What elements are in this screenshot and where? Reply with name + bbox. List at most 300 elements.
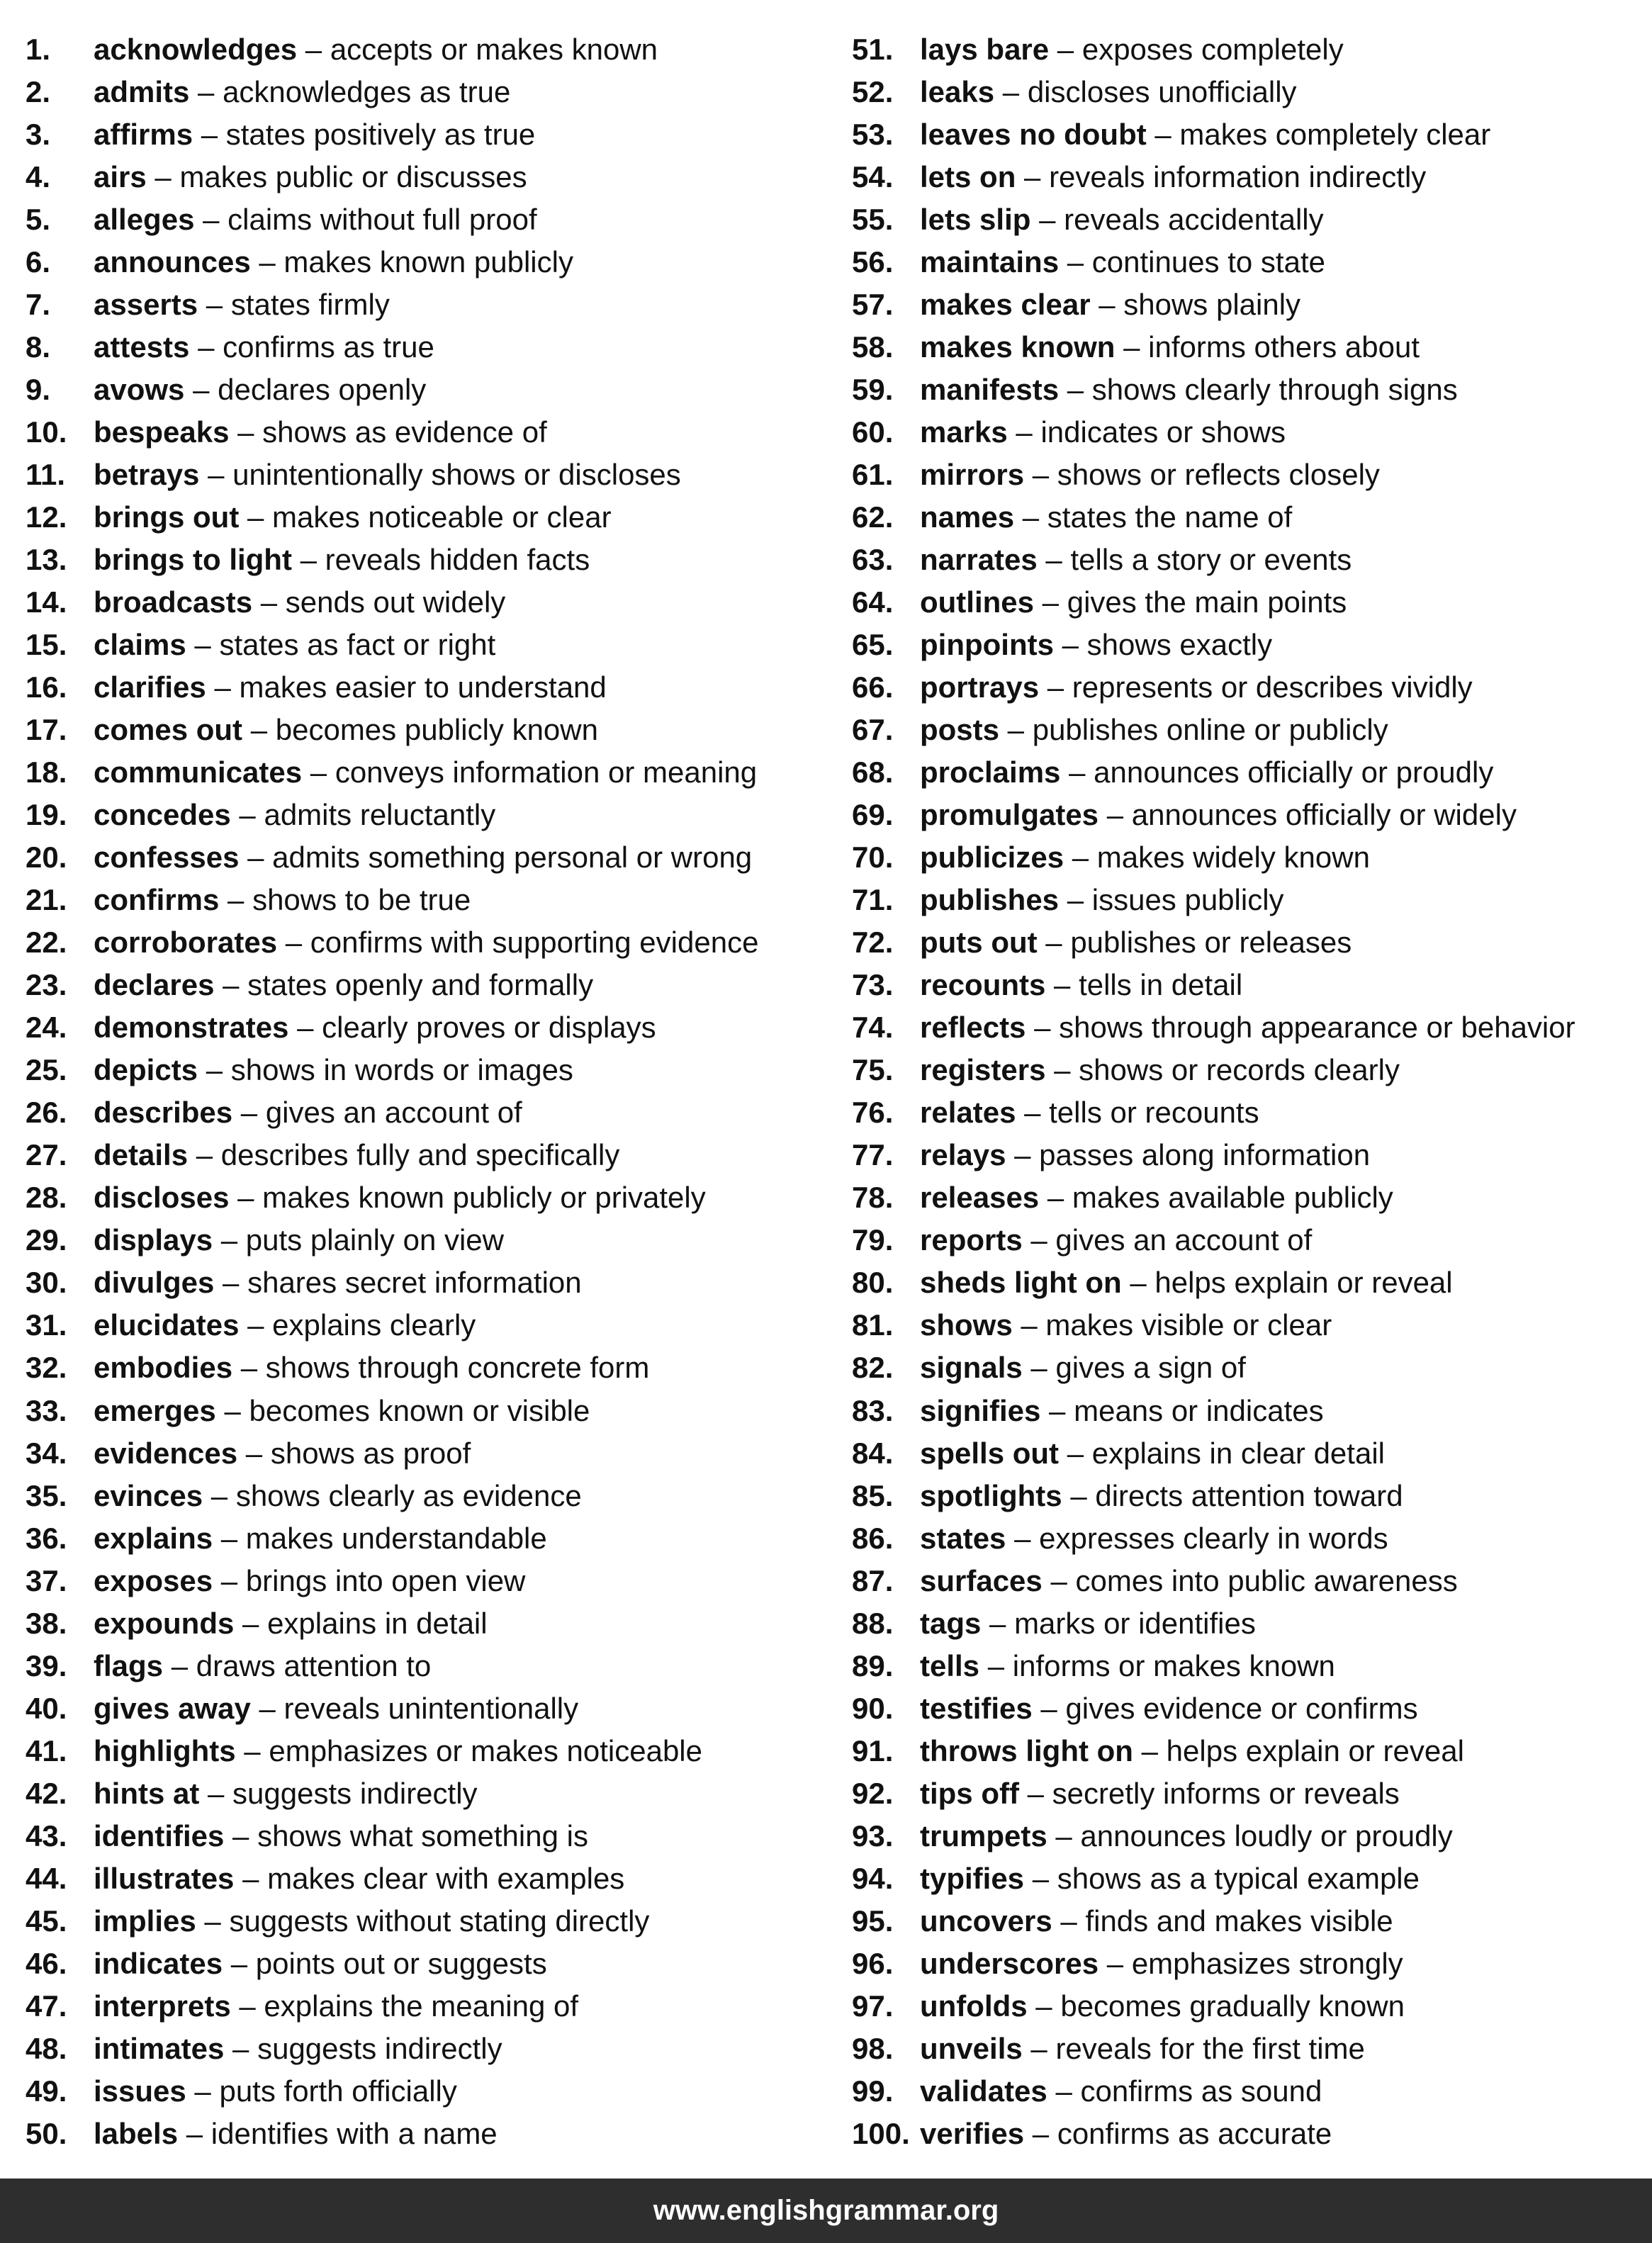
item-separator: – xyxy=(1098,1946,1132,1980)
list-item xyxy=(26,836,826,879)
item-number: 47. xyxy=(26,1989,67,2023)
item-number: 16. xyxy=(26,670,67,704)
list-item xyxy=(26,964,826,1006)
item-number: 10. xyxy=(26,415,67,449)
item-separator: – xyxy=(1032,1691,1066,1725)
item-definition: passes along information xyxy=(1039,1138,1371,1172)
item-definition: makes public or discusses xyxy=(179,160,527,194)
item-definition: states positively as true xyxy=(225,118,536,152)
item-term: confesses xyxy=(94,841,240,875)
item-definition: directs attention toward xyxy=(1095,1478,1403,1512)
item-number: 100. xyxy=(852,2116,910,2150)
item-term: manifests xyxy=(920,373,1060,407)
list-item xyxy=(852,1390,1652,1432)
item-definition: helps explain or reveal xyxy=(1166,1733,1464,1767)
list-item xyxy=(26,1645,826,1687)
item-term: releases xyxy=(920,1181,1040,1215)
item-separator: – xyxy=(1049,33,1082,66)
item-separator: – xyxy=(1024,2116,1057,2150)
item-separator: – xyxy=(1026,1011,1060,1045)
item-definition: announces loudly or proudly xyxy=(1080,1818,1453,1853)
item-definition: makes known publicly xyxy=(283,245,573,279)
item-separator: – xyxy=(239,841,273,875)
item-separator: – xyxy=(1030,203,1064,237)
list-item xyxy=(26,624,826,666)
item-term: explains xyxy=(94,1521,213,1555)
item-definition: sends out widely xyxy=(285,585,506,619)
item-separator: – xyxy=(1045,968,1079,1002)
item-definition: shares secret information xyxy=(247,1266,582,1300)
item-separator: – xyxy=(206,670,240,704)
list-item xyxy=(26,539,826,581)
item-term: attests xyxy=(94,330,190,364)
item-separator: – xyxy=(1115,330,1149,364)
item-term: describes xyxy=(94,1096,233,1130)
item-definition: explains the meaning of xyxy=(264,1989,579,2023)
item-separator: – xyxy=(224,1818,258,1853)
list-item xyxy=(852,1347,1652,1389)
list-item xyxy=(26,879,826,921)
item-number: 51. xyxy=(852,33,894,66)
item-term: surfaces xyxy=(920,1563,1043,1597)
item-term: unveils xyxy=(920,2031,1023,2065)
list-item xyxy=(852,241,1652,283)
item-separator: – xyxy=(1047,1818,1081,1853)
item-term: registers xyxy=(920,1053,1046,1087)
item-number: 14. xyxy=(26,585,67,619)
item-separator: – xyxy=(199,458,233,492)
item-definition: becomes publicly known xyxy=(275,713,598,747)
item-term: signifies xyxy=(920,1393,1041,1427)
item-number: 77. xyxy=(852,1138,894,1172)
item-number: 42. xyxy=(26,1776,67,1810)
item-term: alleges xyxy=(94,203,195,237)
item-definition: confirms as accurate xyxy=(1057,2116,1332,2150)
item-definition: states the name of xyxy=(1047,500,1293,534)
list-item xyxy=(852,411,1652,454)
item-term: unfolds xyxy=(920,1989,1028,2023)
list-item xyxy=(26,2070,826,2113)
item-term: brings out xyxy=(94,500,240,534)
list-item xyxy=(852,1687,1652,1730)
item-number: 31. xyxy=(26,1308,67,1342)
item-number: 33. xyxy=(26,1393,67,1427)
item-number: 5. xyxy=(26,203,51,237)
item-separator: – xyxy=(1027,1989,1061,2023)
item-term: flags xyxy=(94,1648,164,1682)
item-number: 73. xyxy=(852,968,894,1002)
list-item xyxy=(852,709,1652,751)
list-item xyxy=(26,1900,826,1943)
item-separator: – xyxy=(213,1563,246,1597)
item-term: proclaims xyxy=(920,755,1061,789)
item-definition: indicates or shows xyxy=(1040,415,1286,449)
item-definition: suggests without stating directly xyxy=(229,1904,650,1938)
item-definition: shows as a typical example xyxy=(1057,1861,1420,1895)
item-term: tags xyxy=(920,1606,982,1640)
item-term: tells xyxy=(920,1648,980,1682)
item-number: 3. xyxy=(26,118,51,152)
item-separator: – xyxy=(213,1223,246,1257)
item-definition: comes into public awareness xyxy=(1075,1563,1458,1597)
item-term: recounts xyxy=(920,968,1046,1002)
item-number: 15. xyxy=(26,628,67,662)
item-number: 87. xyxy=(852,1563,894,1597)
item-separator: – xyxy=(198,1053,231,1087)
item-separator: – xyxy=(1037,926,1071,960)
item-definition: reveals accidentally xyxy=(1064,203,1324,237)
list-item xyxy=(852,1943,1652,1985)
list-item xyxy=(852,1645,1652,1687)
item-number: 18. xyxy=(26,755,67,789)
item-separator: – xyxy=(199,1776,233,1810)
list-item xyxy=(26,1134,826,1176)
list-item xyxy=(852,921,1652,964)
item-number: 66. xyxy=(852,670,894,704)
item-definition: conveys information or meaning xyxy=(335,755,758,789)
item-separator: – xyxy=(979,1648,1013,1682)
item-number: 54. xyxy=(852,160,894,194)
list-item xyxy=(26,1687,826,1730)
item-definition: identifies with a name xyxy=(210,2116,498,2150)
item-number: 41. xyxy=(26,1733,67,1767)
item-term: states xyxy=(920,1521,1006,1555)
item-term: communicates xyxy=(94,755,303,789)
list-item xyxy=(26,241,826,283)
item-term: names xyxy=(920,500,1015,534)
item-term: emerges xyxy=(94,1393,216,1427)
list-item xyxy=(26,1006,826,1049)
item-number: 92. xyxy=(852,1776,894,1810)
item-term: lays bare xyxy=(920,33,1050,66)
item-term: illustrates xyxy=(94,1861,235,1895)
item-separator: – xyxy=(302,755,335,789)
list-item xyxy=(852,1900,1652,1943)
list-item xyxy=(852,1517,1652,1560)
item-definition: tells a story or events xyxy=(1070,543,1352,577)
item-number: 4. xyxy=(26,160,51,194)
item-definition: secretly informs or reveals xyxy=(1052,1776,1400,1810)
item-separator: – xyxy=(223,1946,256,1980)
item-number: 55. xyxy=(852,203,894,237)
item-definition: publishes online or publicly xyxy=(1032,713,1388,747)
item-number: 35. xyxy=(26,1478,67,1512)
item-separator: – xyxy=(184,373,218,407)
item-separator: – xyxy=(1042,1563,1076,1597)
item-definition: explains in detail xyxy=(267,1606,488,1640)
item-separator: – xyxy=(297,33,330,66)
item-definition: makes available publicly xyxy=(1072,1181,1393,1215)
item-term: labels xyxy=(94,2116,179,2150)
item-term: expounds xyxy=(94,1606,235,1640)
item-separator: – xyxy=(239,1308,273,1342)
item-number: 91. xyxy=(852,1733,894,1767)
item-number: 40. xyxy=(26,1691,67,1725)
left-column xyxy=(26,28,826,2155)
item-number: 32. xyxy=(26,1351,67,1385)
item-definition: gives the main points xyxy=(1067,585,1347,619)
item-term: typifies xyxy=(920,1861,1025,1895)
item-term: elucidates xyxy=(94,1308,240,1342)
item-number: 21. xyxy=(26,883,67,917)
list-item xyxy=(26,1304,826,1347)
item-separator: – xyxy=(242,713,276,747)
list-item xyxy=(852,1134,1652,1176)
list-item xyxy=(26,113,826,156)
item-term: spells out xyxy=(920,1436,1060,1470)
item-term: concedes xyxy=(94,798,231,832)
list-item xyxy=(852,879,1652,921)
footer-site-link[interactable]: www.englishgrammar.org xyxy=(653,2195,999,2226)
item-definition: informs others about xyxy=(1148,330,1420,364)
item-term: tips off xyxy=(920,1776,1019,1810)
item-term: evinces xyxy=(94,1478,203,1512)
item-separator: – xyxy=(1016,160,1050,194)
item-number: 6. xyxy=(26,245,51,279)
item-term: throws light on xyxy=(920,1733,1133,1767)
list-item xyxy=(852,1560,1652,1602)
item-number: 46. xyxy=(26,1946,67,1980)
item-number: 93. xyxy=(852,1818,894,1853)
item-separator: – xyxy=(1016,1096,1050,1130)
item-definition: tells or recounts xyxy=(1049,1096,1259,1130)
item-term: lets slip xyxy=(920,203,1031,237)
item-separator: – xyxy=(291,543,325,577)
item-number: 97. xyxy=(852,1989,894,2023)
item-term: evidences xyxy=(94,1436,238,1470)
list-item xyxy=(26,1049,826,1091)
item-separator: – xyxy=(994,75,1028,109)
item-number: 64. xyxy=(852,585,894,619)
item-term: admits xyxy=(94,75,190,109)
list-item xyxy=(26,369,826,411)
item-term: narrates xyxy=(920,543,1038,577)
item-definition: exposes completely xyxy=(1081,33,1344,66)
item-term: exposes xyxy=(94,1563,213,1597)
item-term: testifies xyxy=(920,1691,1033,1725)
item-separator: – xyxy=(1022,2031,1056,2065)
list-item xyxy=(26,751,826,794)
list-item xyxy=(26,1730,826,1772)
list-item xyxy=(26,283,826,326)
item-term: issues xyxy=(94,2074,186,2108)
item-separator: – xyxy=(1146,118,1180,152)
item-number: 94. xyxy=(852,1861,894,1895)
item-definition: makes clear with examples xyxy=(267,1861,625,1895)
item-separator: – xyxy=(214,1266,248,1300)
list-item xyxy=(852,283,1652,326)
item-number: 59. xyxy=(852,373,894,407)
item-definition: acknowledges as true xyxy=(223,75,511,109)
item-definition: makes understandable xyxy=(245,1521,547,1555)
item-term: publicizes xyxy=(920,841,1064,875)
item-separator: – xyxy=(235,1733,269,1767)
list-item xyxy=(26,1475,826,1517)
right-column xyxy=(852,28,1652,2155)
list-item xyxy=(852,1815,1652,1857)
item-number: 57. xyxy=(852,288,894,322)
item-number: 90. xyxy=(852,1691,894,1725)
item-definition: shows in words or images xyxy=(230,1053,573,1087)
item-definition: admits something personal or wrong xyxy=(272,841,753,875)
item-term: maintains xyxy=(920,245,1060,279)
item-term: comes out xyxy=(94,713,243,747)
item-definition: gives an account of xyxy=(265,1096,522,1130)
item-term: publishes xyxy=(920,883,1060,917)
item-number: 89. xyxy=(852,1648,894,1682)
list-item xyxy=(852,1772,1652,1815)
item-number: 49. xyxy=(26,2074,67,2108)
item-separator: – xyxy=(1064,841,1097,875)
item-separator: – xyxy=(1018,1776,1052,1810)
item-term: marks xyxy=(920,415,1008,449)
list-item xyxy=(26,411,826,454)
item-term: implies xyxy=(94,1904,196,1938)
item-separator: – xyxy=(239,500,273,534)
item-separator: – xyxy=(237,1436,271,1470)
item-definition: expresses clearly in words xyxy=(1039,1521,1388,1555)
list-item xyxy=(852,1219,1652,1261)
item-term: mirrors xyxy=(920,458,1025,492)
item-number: 19. xyxy=(26,798,67,832)
item-term: betrays xyxy=(94,458,200,492)
list-item xyxy=(26,921,826,964)
item-term: discloses xyxy=(94,1181,230,1215)
item-definition: helps explain or reveal xyxy=(1154,1266,1453,1300)
item-separator: – xyxy=(189,330,223,364)
item-number: 11. xyxy=(26,458,66,492)
item-number: 75. xyxy=(852,1053,894,1087)
item-term: reports xyxy=(920,1223,1023,1257)
item-separator: – xyxy=(193,118,226,152)
item-definition: shows as proof xyxy=(270,1436,471,1470)
item-separator: – xyxy=(234,1606,268,1640)
item-definition: suggests indirectly xyxy=(257,2031,502,2065)
item-definition: gives an account of xyxy=(1055,1223,1313,1257)
list-item xyxy=(26,2028,826,2070)
list-item xyxy=(26,1602,826,1645)
item-term: divulges xyxy=(94,1266,215,1300)
item-separator: – xyxy=(1059,245,1092,279)
item-term: shows xyxy=(920,1308,1013,1342)
item-number: 82. xyxy=(852,1351,894,1385)
item-term: declares xyxy=(94,968,215,1002)
list-item xyxy=(26,156,826,198)
item-term: intimates xyxy=(94,2031,225,2065)
item-number: 45. xyxy=(26,1904,67,1938)
item-definition: declares openly xyxy=(218,373,427,407)
item-definition: continues to state xyxy=(1091,245,1325,279)
item-number: 26. xyxy=(26,1096,67,1130)
item-definition: states firmly xyxy=(230,288,390,322)
item-definition: makes noticeable or clear xyxy=(272,500,612,534)
item-term: pinpoints xyxy=(920,628,1054,662)
item-number: 85. xyxy=(852,1478,894,1512)
item-term: broadcasts xyxy=(94,585,253,619)
list-item xyxy=(26,794,826,836)
item-number: 84. xyxy=(852,1436,894,1470)
item-term: demonstrates xyxy=(94,1011,289,1045)
item-term: spotlights xyxy=(920,1478,1062,1512)
list-item xyxy=(26,1772,826,1815)
list-item xyxy=(26,71,826,113)
item-number: 72. xyxy=(852,926,894,960)
item-number: 38. xyxy=(26,1606,67,1640)
item-number: 79. xyxy=(852,1223,894,1257)
item-separator: – xyxy=(178,2116,211,2150)
item-number: 83. xyxy=(852,1393,894,1427)
list-item xyxy=(26,666,826,709)
list-item xyxy=(852,28,1652,71)
item-number: 98. xyxy=(852,2031,894,2065)
item-definition: discloses unofficially xyxy=(1027,75,1297,109)
item-number: 78. xyxy=(852,1181,894,1215)
item-separator: – xyxy=(981,1606,1015,1640)
item-definition: states as fact or right xyxy=(219,628,496,662)
item-number: 65. xyxy=(852,628,894,662)
item-separator: – xyxy=(1022,1351,1056,1385)
item-number: 60. xyxy=(852,415,894,449)
item-separator: – xyxy=(1045,1053,1079,1087)
item-term: airs xyxy=(94,160,147,194)
item-number: 74. xyxy=(852,1011,894,1045)
item-separator: – xyxy=(1006,1521,1040,1555)
item-number: 95. xyxy=(852,1904,894,1938)
item-separator: – xyxy=(189,75,223,109)
item-number: 53. xyxy=(852,118,894,152)
item-definition: gives a sign of xyxy=(1055,1351,1246,1385)
item-term: sheds light on xyxy=(920,1266,1122,1300)
item-separator: – xyxy=(163,1648,196,1682)
item-number: 50. xyxy=(26,2116,67,2150)
item-term: promulgates xyxy=(920,798,1099,832)
item-separator: – xyxy=(288,1011,322,1045)
item-number: 58. xyxy=(852,330,894,364)
item-definition: publishes or releases xyxy=(1070,926,1352,960)
item-separator: – xyxy=(234,1861,268,1895)
item-definition: admits reluctantly xyxy=(264,798,496,832)
item-separator: – xyxy=(1007,415,1041,449)
item-separator: – xyxy=(229,1181,263,1215)
item-definition: shows clearly as evidence xyxy=(235,1478,582,1512)
item-separator: – xyxy=(1098,798,1132,832)
item-term: lets on xyxy=(920,160,1016,194)
list-item xyxy=(852,624,1652,666)
item-number: 96. xyxy=(852,1946,894,1980)
item-definition: shows or records clearly xyxy=(1079,1053,1400,1087)
item-separator: – xyxy=(1039,670,1072,704)
item-number: 88. xyxy=(852,1606,894,1640)
item-number: 30. xyxy=(26,1266,67,1300)
item-separator: – xyxy=(1039,1181,1072,1215)
item-definition: tells in detail xyxy=(1079,968,1243,1002)
item-separator: – xyxy=(1022,1223,1056,1257)
item-number: 22. xyxy=(26,926,67,960)
list-item xyxy=(852,1049,1652,1091)
list-item xyxy=(852,1985,1652,2028)
list-item xyxy=(852,2028,1652,2070)
item-term: corroborates xyxy=(94,926,278,960)
list-item xyxy=(26,1857,826,1900)
item-definition: shows through concrete form xyxy=(265,1351,650,1385)
list-item xyxy=(26,326,826,369)
item-number: 12. xyxy=(26,500,67,534)
item-definition: announces officially or proudly xyxy=(1094,755,1494,789)
item-separator: – xyxy=(1060,755,1094,789)
list-item xyxy=(26,454,826,496)
list-item xyxy=(852,454,1652,496)
list-item xyxy=(26,1176,826,1219)
